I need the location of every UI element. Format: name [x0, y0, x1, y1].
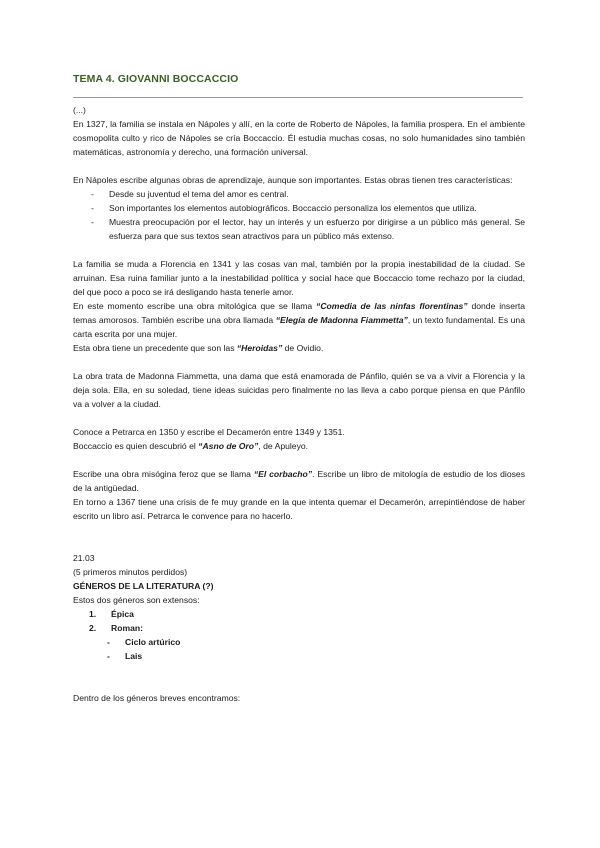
work-title: “Asno de Oro” [198, 441, 259, 451]
work-title: “El corbacho” [253, 469, 313, 479]
paragraph-asno-de-oro: Boccaccio es quien descubrió el “Asno de Oro”, de Apuleyo. [73, 441, 309, 451]
list-item: - Ciclo artúrico [107, 635, 525, 649]
roman-sublist [73, 635, 525, 663]
paragraph-crisis: En torno a 1367 tiene una crisis de fe muy grande en la que intenta quemar el Decamerón, arrepintiéndose de haber escrito un libro así. Petrarca le convence para no hacerlo. [73, 497, 525, 521]
paragraph-petrarca: Conoce a Petrarca en 1350 y escribe el Decamerón entre 1349 y 1351. [73, 427, 345, 437]
paragraph-precedent: Esta obra tiene un precedente que son las “Heroidas” de Ovidio. [73, 343, 324, 353]
short-genres-intro: Dentro de los géneros breves encontramos: [73, 693, 241, 703]
class-date: 21.03 [73, 553, 95, 563]
list-item: 2. Roman: [89, 623, 143, 633]
document-title: TEMA 4. GIOVANNI BOCCACCIO [73, 73, 239, 85]
characteristics-list [73, 187, 525, 243]
genres-list [73, 607, 525, 635]
list-item: - Muestra preocupación por el lector, hay un interés y un esfuerzo por dirigirse a un público más general. Se esfuerza para que sus textos sean atractivos para un público más extenso. [91, 215, 525, 243]
section-heading: GÉNEROS DE LA LITERATURA (?) [73, 581, 214, 591]
document-body [73, 103, 525, 705]
work-title: “Heroidas” [236, 343, 283, 353]
genres-intro: Estos dos géneros son extensos: [73, 595, 200, 605]
list-item: - Lais [107, 649, 525, 663]
ellipsis: (...) [73, 105, 86, 115]
paragraph-naples: En 1327, la familia se instala en Nápoles y allí, en la corte de Roberto de Nápoles, la familia prospera. En el ambiente cosmopolita culto y rico de Nápoles se cría Boccaccio. Él estudia muchas cosas, no solo humanidades sino también matemáticas, astronomía y derecho, una formación universal. [73, 119, 525, 157]
paragraph-florence: La familia se muda a Florencia en 1341 y las cosas van mal, también por la propia inestabilidad de la ciudad. Se arruinan. Esa ruina familiar junto a la inestabilidad política y social hace que Boccaccio tome rechazo por la ciudad, del que poco a poco se irá desligando hasta tenerle amor. [73, 259, 525, 297]
paragraph-fiammetta-plot: La obra trata de Madonna Fiammetta, una dama que está enamorada de Pánfilo, quién se va a vivir a Florencia y la deja sola. Ella, en su soledad, tiene ideas suicidas pero finalmente no las lleva a cabo porque piensa en que Pánfilo va a volver a la ciudad. [73, 371, 525, 409]
class-note: (5 primeros minutos perdidos) [73, 567, 188, 577]
work-title: “Comedia de las ninfas florentinas” [316, 301, 468, 311]
title-divider [73, 97, 523, 98]
list-item: 1. Épica [89, 609, 134, 619]
list-item: - Son importantes los elementos autobiográficos. Boccaccio personaliza los elementos que utiliza. [91, 201, 525, 215]
list-item: - Desde su juventud el tema del amor es central. [91, 187, 525, 201]
work-title: “Elegía de Madonna Fiammetta” [275, 315, 408, 325]
paragraph-corbacho: Escribe una obra misógina feroz que se llama “El corbacho”. Escribe un libro de mitología de estudio de los dioses de la antigüedad. [73, 469, 525, 493]
paragraph-mythological-work: En este momento escribe una obra mitológica que se llama “Comedia de las ninfas florentinas” donde inserta temas amorosos. También escribe una obra llamada “Elegía de Madonna Fiammetta”, un texto fundamental. Es una carta escrita por una mujer. [73, 301, 526, 339]
paragraph-early-works: En Nápoles escribe algunas obras de aprendizaje, aunque son importantes. Estas obras tienen tres características: [73, 175, 513, 185]
